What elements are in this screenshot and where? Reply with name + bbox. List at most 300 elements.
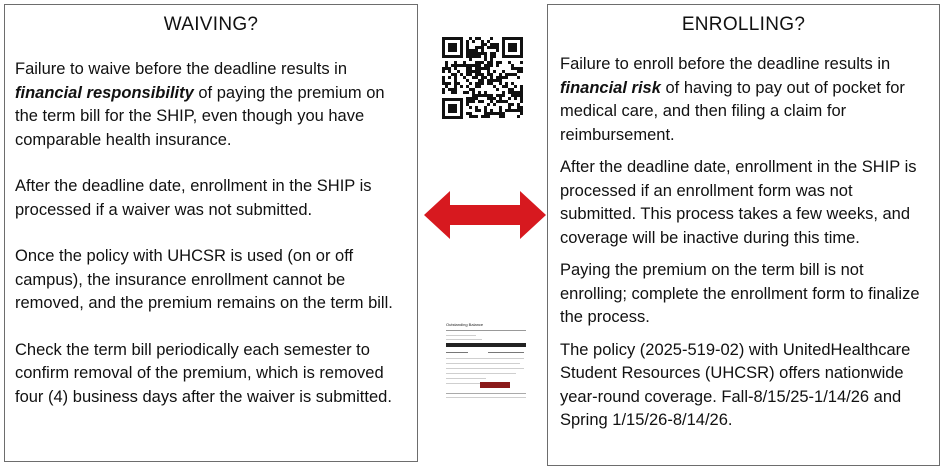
qr-module	[481, 40, 484, 43]
qr-module	[463, 76, 466, 79]
qr-module	[481, 79, 484, 82]
qr-module	[478, 61, 481, 64]
qr-module	[505, 82, 508, 85]
qr-module	[481, 82, 484, 85]
bill-line	[446, 383, 480, 384]
waiving-paragraph-4: Check the term bill periodically each semester to confirm removal of the premium, which is removed four (4) business days after the waiver is submitted.	[15, 340, 392, 406]
qr-module	[442, 91, 445, 94]
qr-module	[475, 109, 478, 112]
qr-module	[502, 85, 505, 88]
bill-line	[446, 352, 468, 353]
qr-module	[502, 70, 505, 73]
qr-module	[445, 64, 448, 67]
qr-module	[466, 73, 469, 76]
qr-module	[472, 40, 475, 43]
qr-module	[466, 55, 469, 58]
bill-premium-highlight	[480, 382, 510, 388]
qr-module	[481, 52, 484, 55]
qr-module	[514, 91, 517, 94]
qr-module	[469, 97, 472, 100]
qr-module	[460, 73, 463, 76]
qr-module	[475, 52, 478, 55]
qr-module	[499, 76, 502, 79]
qr-module	[484, 106, 487, 109]
qr-module	[514, 67, 517, 70]
qr-module	[448, 82, 451, 85]
qr-module	[478, 70, 481, 73]
qr-module	[490, 43, 493, 46]
qr-module	[478, 100, 481, 103]
qr-module	[520, 88, 523, 91]
qr-module	[445, 61, 448, 64]
qr-module	[478, 67, 481, 70]
qr-module	[499, 100, 502, 103]
qr-module	[508, 97, 511, 100]
bill-line	[446, 363, 520, 364]
qr-module	[469, 112, 472, 115]
enrolling-paragraph-4: The policy (2025-519-02) with UnitedHealthcare Student Resources (UHCSR) offers nationwide year-round coverage. Fall-8/15/25-1/14/26 and Spring 1/15/26-8/14/26.	[560, 340, 911, 429]
qr-module	[466, 70, 469, 73]
double-arrow-icon	[424, 191, 546, 239]
qr-module	[505, 85, 508, 88]
qr-module	[520, 94, 523, 97]
qr-module	[475, 115, 478, 118]
qr-module	[484, 91, 487, 94]
enrolling-p1-text-end: of having to pay out of pocket for medical care, and then filing a claim for reimbursement.	[560, 78, 905, 144]
qr-module	[481, 100, 484, 103]
qr-module	[517, 67, 520, 70]
qr-module	[514, 94, 517, 97]
term-bill-thumbnail	[442, 318, 530, 428]
qr-module	[490, 61, 493, 64]
qr-module	[469, 49, 472, 52]
qr-module	[490, 94, 493, 97]
qr-module	[487, 70, 490, 73]
qr-module	[487, 82, 490, 85]
waiving-p1-text: Failure to waive before the deadline results in	[15, 60, 348, 78]
qr-module	[484, 109, 487, 112]
enrolling-paragraph-3: Paying the premium on the term bill is not enrolling; complete the enrollment form to finalize the process.	[560, 261, 920, 326]
qr-module	[451, 88, 454, 91]
qr-module	[487, 112, 490, 115]
qr-module	[448, 104, 457, 113]
qr-module	[478, 52, 481, 55]
qr-module	[484, 43, 487, 46]
qr-module	[469, 106, 472, 109]
qr-module	[478, 73, 481, 76]
qr-module	[469, 64, 472, 67]
qr-module	[478, 37, 481, 40]
qr-module	[475, 85, 478, 88]
qr-module	[442, 70, 445, 73]
qr-module	[484, 64, 487, 67]
qr-module	[496, 64, 499, 67]
qr-module	[445, 85, 448, 88]
qr-module	[514, 109, 517, 112]
qr-module	[469, 82, 472, 85]
qr-module	[454, 88, 457, 91]
qr-module	[481, 94, 484, 97]
qr-module	[493, 112, 496, 115]
qr-module	[454, 85, 457, 88]
qr-module	[472, 97, 475, 100]
qr-module	[478, 64, 481, 67]
qr-module	[499, 82, 502, 85]
qr-module	[466, 97, 469, 100]
qr-module	[487, 67, 490, 70]
qr-module	[466, 79, 469, 82]
qr-module	[493, 43, 496, 46]
qr-module	[505, 109, 508, 112]
qr-module	[520, 97, 523, 100]
qr-module	[454, 91, 457, 94]
qr-module	[487, 61, 490, 64]
qr-module	[472, 52, 475, 55]
qr-module	[466, 52, 469, 55]
qr-module	[457, 70, 460, 73]
qr-module	[499, 94, 502, 97]
qr-module	[511, 88, 514, 91]
qr-module	[517, 103, 520, 106]
qr-module	[475, 73, 478, 76]
qr-module	[466, 40, 469, 43]
qr-module	[457, 64, 460, 67]
qr-module	[511, 73, 514, 76]
qr-module	[478, 85, 481, 88]
enrolling-title: ENROLLING?	[681, 14, 806, 35]
enrolling-paragraph-1	[560, 53, 933, 147]
bill-line	[446, 339, 482, 340]
qr-module	[469, 115, 472, 118]
qr-module	[490, 79, 493, 82]
qr-module	[484, 94, 487, 97]
qr-module	[490, 109, 493, 112]
qr-module	[463, 91, 466, 94]
qr-module	[463, 61, 466, 64]
qr-module	[484, 67, 487, 70]
qr-module	[493, 52, 496, 55]
qr-module	[508, 43, 517, 52]
qr-module	[481, 73, 484, 76]
qr-module	[481, 67, 484, 70]
qr-module	[496, 49, 499, 52]
qr-module	[469, 52, 472, 55]
waiving-panel	[4, 4, 418, 462]
waiving-title: WAIVING?	[163, 14, 259, 35]
qr-module	[505, 73, 508, 76]
qr-module	[466, 64, 469, 67]
qr-module	[481, 43, 484, 46]
qr-module	[490, 76, 493, 79]
qr-module	[520, 100, 523, 103]
qr-module	[466, 100, 469, 103]
qr-module	[517, 70, 520, 73]
qr-module	[499, 109, 502, 112]
qr-module	[484, 52, 487, 55]
qr-module	[493, 46, 496, 49]
qr-module	[472, 100, 475, 103]
bill-line	[446, 373, 516, 374]
qr-module	[496, 88, 499, 91]
qr-module	[454, 82, 457, 85]
qr-module	[502, 115, 505, 118]
qr-module	[475, 46, 478, 49]
qr-module	[487, 73, 490, 76]
qr-module	[469, 73, 472, 76]
qr-module	[472, 115, 475, 118]
qr-module	[505, 100, 508, 103]
qr-module	[478, 55, 481, 58]
qr-module	[520, 70, 523, 73]
qr-module	[466, 112, 469, 115]
qr-module	[511, 109, 514, 112]
bill-header-bar	[446, 343, 526, 347]
enrolling-p1-text: Failure to enroll before the deadline results in	[560, 55, 891, 73]
qr-module	[478, 82, 481, 85]
qr-module	[499, 79, 502, 82]
qr-module	[520, 61, 523, 64]
qr-module	[490, 97, 493, 100]
qr-module	[502, 91, 505, 94]
qr-module	[478, 79, 481, 82]
qr-module	[451, 64, 454, 67]
qr-module	[481, 46, 484, 49]
qr-module	[496, 79, 499, 82]
qr-module	[466, 91, 469, 94]
bill-line	[446, 358, 524, 359]
qr-module	[475, 64, 478, 67]
qr-module	[481, 76, 484, 79]
qr-module	[442, 79, 445, 82]
qr-module	[442, 82, 445, 85]
qr-module	[490, 64, 493, 67]
qr-module	[481, 61, 484, 64]
qr-module	[475, 82, 478, 85]
bill-title: Outstanding Balance	[446, 322, 484, 327]
qr-module	[451, 73, 454, 76]
bill-line	[446, 378, 486, 379]
qr-module	[517, 94, 520, 97]
waiving-paragraph-1	[15, 58, 411, 152]
qr-module	[508, 73, 511, 76]
qr-module	[460, 85, 463, 88]
qr-module	[445, 67, 448, 70]
qr-module	[496, 61, 499, 64]
qr-module	[520, 112, 523, 115]
qr-module	[472, 76, 475, 79]
qr-module	[475, 106, 478, 109]
qr-module	[466, 85, 469, 88]
qr-module	[520, 91, 523, 94]
qr-module	[487, 115, 490, 118]
qr-module	[448, 88, 451, 91]
qr-module	[442, 88, 445, 91]
qr-module	[466, 49, 469, 52]
qr-module	[490, 58, 493, 61]
qr-module	[475, 70, 478, 73]
qr-module	[454, 76, 457, 79]
qr-module	[487, 46, 490, 49]
qr-module	[487, 97, 490, 100]
qr-module	[475, 94, 478, 97]
qr-module	[478, 91, 481, 94]
enrolling-p1-emphasis: financial risk	[560, 78, 661, 97]
qr-module	[466, 67, 469, 70]
qr-module	[460, 64, 463, 67]
qr-module	[469, 55, 472, 58]
qr-module	[466, 46, 469, 49]
qr-module	[478, 109, 481, 112]
qr-module	[508, 103, 511, 106]
qr-module	[499, 115, 502, 118]
qr-module	[475, 49, 478, 52]
qr-module	[478, 46, 481, 49]
qr-module	[484, 55, 487, 58]
bill-rule	[446, 330, 526, 331]
bill-line	[446, 368, 524, 369]
qr-module	[517, 91, 520, 94]
qr-module	[472, 64, 475, 67]
qr-module	[493, 79, 496, 82]
enrolling-panel	[547, 4, 940, 466]
qr-module	[445, 82, 448, 85]
qr-module	[493, 97, 496, 100]
qr-module	[472, 55, 475, 58]
qr-module	[454, 64, 457, 67]
qr-module	[490, 82, 493, 85]
qr-module	[508, 88, 511, 91]
double-arrow-shape	[424, 191, 546, 239]
qr-module	[472, 70, 475, 73]
qr-module	[514, 85, 517, 88]
qr-module	[484, 58, 487, 61]
qr-module	[505, 76, 508, 79]
qr-module	[469, 70, 472, 73]
qr-module	[508, 61, 511, 64]
qr-module	[454, 73, 457, 76]
qr-module	[454, 61, 457, 64]
qr-module	[508, 109, 511, 112]
qr-module	[496, 76, 499, 79]
qr-module	[469, 67, 472, 70]
qr-module	[511, 94, 514, 97]
qr-module	[496, 112, 499, 115]
qr-module	[499, 97, 502, 100]
qr-module	[469, 58, 472, 61]
qr-module	[469, 37, 472, 40]
qr-code-icon[interactable]	[442, 37, 523, 119]
qr-module	[442, 67, 445, 70]
qr-module	[454, 67, 457, 70]
qr-module	[442, 76, 445, 79]
qr-module	[484, 115, 487, 118]
qr-module	[448, 76, 451, 79]
qr-module	[457, 82, 460, 85]
qr-module	[499, 73, 502, 76]
qr-module	[466, 103, 469, 106]
bill-line	[488, 352, 524, 353]
qr-module	[502, 112, 505, 115]
qr-module	[490, 37, 493, 40]
qr-module	[511, 82, 514, 85]
qr-module	[511, 91, 514, 94]
waiving-paragraph-3: Once the policy with UHCSR is used (on or off campus), the insurance enrollment cannot be removed, and the premium remains on the term bill.	[15, 247, 393, 312]
qr-module	[496, 43, 499, 46]
qr-module	[493, 55, 496, 58]
qr-module	[475, 55, 478, 58]
qr-module	[451, 91, 454, 94]
qr-module	[520, 85, 523, 88]
qr-module	[496, 100, 499, 103]
waiving-p1-text-end: of paying the premium on the term bill for the SHIP, even though you have comparable health insurance.	[15, 83, 385, 149]
qr-module	[472, 49, 475, 52]
qr-module	[475, 61, 478, 64]
qr-module	[520, 106, 523, 109]
qr-module	[493, 70, 496, 73]
bill-line	[446, 335, 476, 336]
qr-module	[490, 100, 493, 103]
qr-module	[475, 97, 478, 100]
qr-module	[502, 100, 505, 103]
qr-module	[517, 106, 520, 109]
waiving-paragraph-2: After the deadline date, enrollment in the SHIP is processed if a waiver was not submitted.	[15, 177, 372, 219]
qr-module	[490, 112, 493, 115]
qr-module	[520, 109, 523, 112]
qr-module	[517, 76, 520, 79]
qr-module	[484, 112, 487, 115]
qr-module	[472, 91, 475, 94]
qr-module	[481, 49, 484, 52]
qr-module	[508, 106, 511, 109]
qr-module	[514, 97, 517, 100]
qr-module	[475, 67, 478, 70]
qr-module	[499, 112, 502, 115]
qr-module	[487, 103, 490, 106]
qr-module	[448, 70, 451, 73]
qr-module	[463, 64, 466, 67]
qr-module	[502, 94, 505, 97]
qr-module	[472, 94, 475, 97]
qr-module	[496, 46, 499, 49]
qr-module	[490, 46, 493, 49]
bill-rule	[446, 393, 526, 394]
qr-module	[481, 115, 484, 118]
bill-line	[446, 397, 526, 398]
qr-module	[499, 61, 502, 64]
qr-module	[448, 43, 457, 52]
qr-module	[487, 94, 490, 97]
qr-module	[517, 109, 520, 112]
qr-module	[496, 94, 499, 97]
qr-module	[466, 43, 469, 46]
qr-module	[472, 88, 475, 91]
qr-module	[487, 64, 490, 67]
qr-module	[517, 115, 520, 118]
qr-module	[493, 85, 496, 88]
qr-module	[475, 37, 478, 40]
qr-module	[469, 88, 472, 91]
qr-module	[448, 67, 451, 70]
qr-module	[508, 91, 511, 94]
qr-module	[511, 103, 514, 106]
qr-module	[469, 100, 472, 103]
qr-module	[484, 76, 487, 79]
qr-module	[490, 55, 493, 58]
qr-module	[499, 106, 502, 109]
qr-module	[493, 103, 496, 106]
qr-module	[478, 94, 481, 97]
qr-module	[454, 79, 457, 82]
